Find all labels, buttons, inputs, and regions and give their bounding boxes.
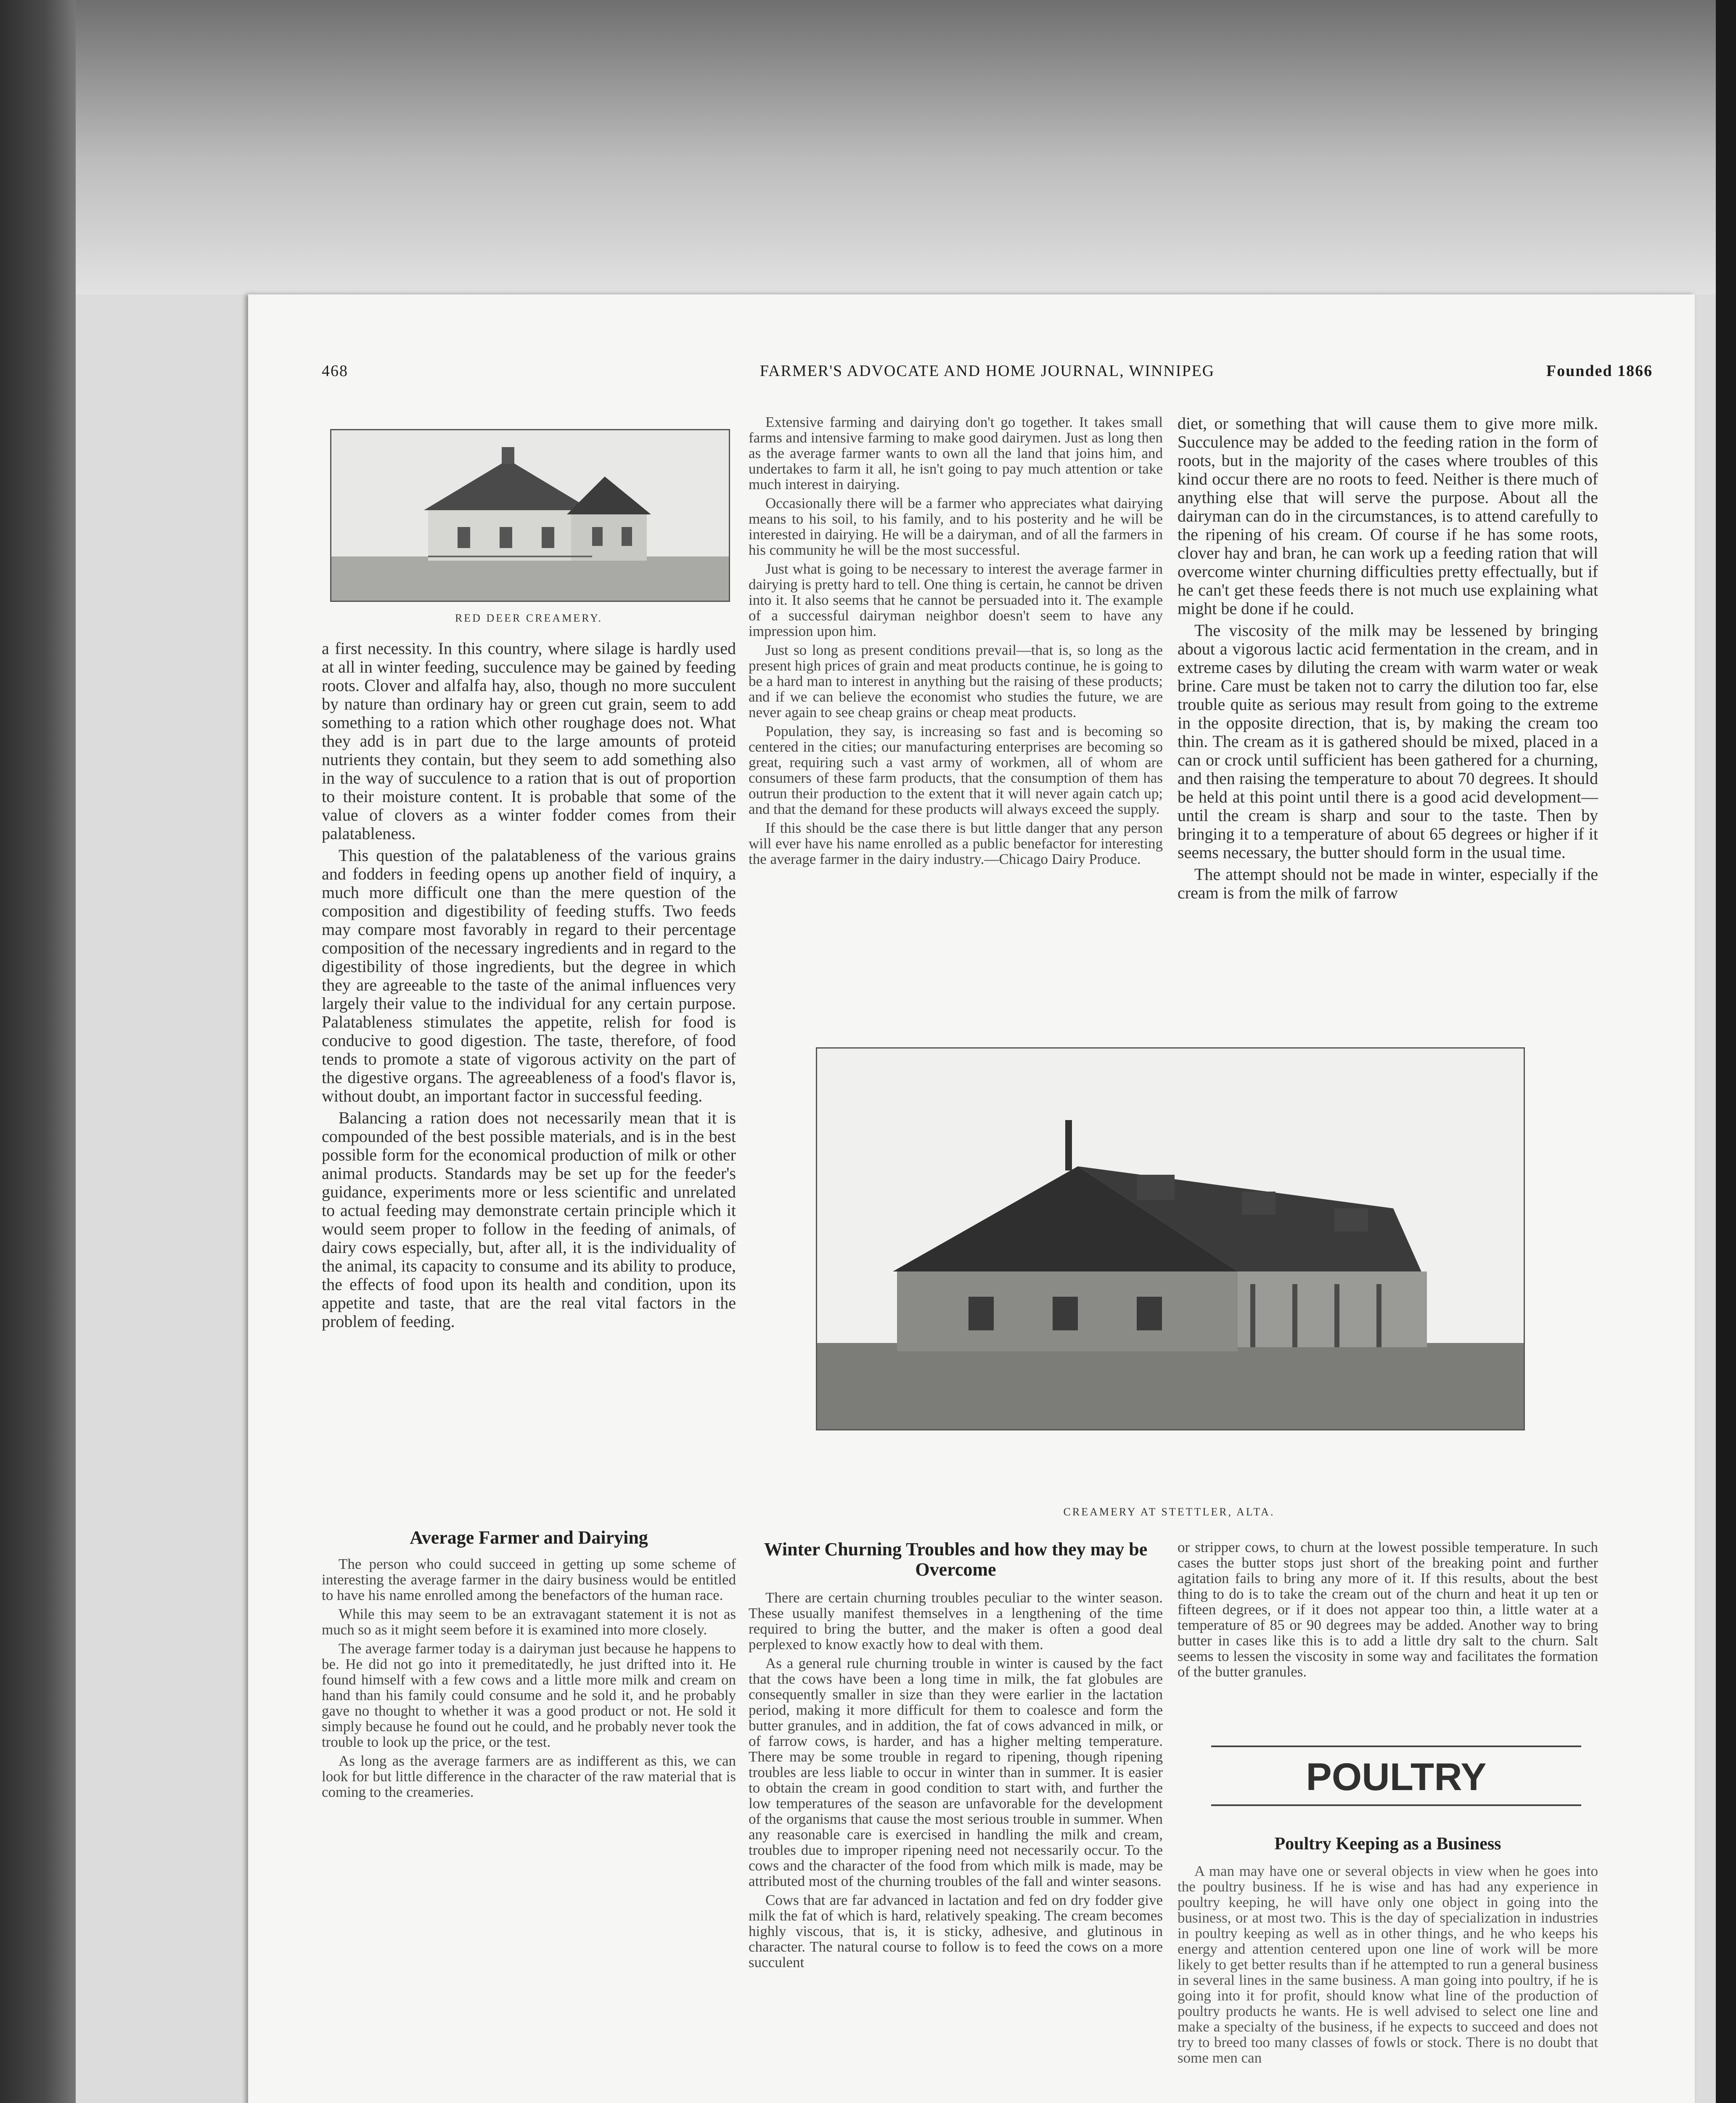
paragraph: A man may have one or several objects in view when he goes into the poultry business. If he is wise and has had any experience in poultry keeping, he will have only one object in going into the business, or at most two. This is the day of specialization in industries in poultry keeping as well as in other things, and he who keeps his energy and attention centered upon one line of work will be more likely to get better results than if he attempted to run a general business in several lines in the same business. A man going into poultry, if he is going into it for profit, should know what line of the production of poultry products he wants. He is well advised to select one line and make a specialty of the business, if he expects to succeed and does not try to breed too many classes of fowls or stock. There is no doubt that some men can [1178,1863,1598,2066]
paragraph: Cows that are far advanced in lactation and fed on dry fodder give milk the fat of which is hard, relatively speaking. The cream becomes highly viscous, that is, it is sticky, adhesive, and glutinous in character. The natural course to follow is to feed the cows on a more succulent [749,1892,1163,1971]
poultry-rule-bottom [1211,1804,1581,1806]
page-number: 468 [322,362,348,380]
paragraph: As long as the average farmers are as indifferent as this, we can look for but little difference in the character of the raw material that is coming to the creameries. [322,1753,736,1800]
paragraph: Just what is going to be necessary to interest the average farmer in dairying is pretty hard to tell. One thing is certain, he cannot be driven into it. It also seems that he cannot be persuaded into it. The example of a successful dairyman neighbor doesn't seem to have any impression upon him. [749,561,1163,639]
paragraph: Occasionally there will be a farmer who appreciates what dairying means to his soil, to his family, and to his posterity and he will be interested in dairying. He will be a dairyman, and of all the farmers in his community he will be the most successful. [749,495,1163,558]
winter-churning-body [749,1590,1163,2103]
scan-left-shadow [0,0,76,2103]
column-1-body [322,639,736,1510]
paragraph: The viscosity of the milk may be lessened by bringing about a vigorous lactic acid fermentation in the cream, and in extreme cases by diluting the cream with warm water or weak brine. Care must be taken not to carry the dilution too far, else trouble quite as serious may result from going to the extreme in the opposite direction, that is, by making the cream too thin. The cream as it is gathered should be mixed, placed in a can or crock until sufficient has been gathered for a churning, and then raising the temperature to about 70 degrees. It should be held at this point until there is a good acid development—until the cream is sharp and sour to the taste. Then by bringing it to a temperature of about 65 degrees or higher if it seems necessary, the butter should form in the usual time. [1178,621,1598,862]
stettler-creamery-photo [816,1047,1525,1430]
paragraph: This question of the palatableness of the various grains and fodders in feeding opens up another field of inquiry, a much more difficult one than the mere question of the composition and digestibility of feeding stuffs. Two feeds may compare most favorably in regard to their percentage composition of the necessary ingredients and in regard to the digestibility of those ingredients, but the degree in which they are agreeable to the taste of the animal influences very largely their value to the individual for any certain purpose. Palatableness stimulates the appetite, relish for food is conducive to good digestion. The taste, therefore, of food tends to promote a state of vigorous activity on the part of the digestive organs. The agreeableness of a food's flavor is, without doubt, an important factor in successful feeding. [322,846,736,1105]
paragraph: Just so long as present conditions prevail—that is, so long as the present high prices of grain and meat products continue, he is going to be a hard man to interest in anything but the raising of these products; and if we can believe the economist who studies the future, we are never again to see cheap grains or cheap meat products. [749,642,1163,720]
journal-title: FARMER'S ADVOCATE AND HOME JOURNAL, WINNIPEG [760,362,1215,380]
paragraph: a first necessity. In this country, where silage is hardly used at all in winter feeding, succulence may be gained by feeding roots. Clover and alfalfa hay, also, though no more succulent by nature than ordinary hay or green cut grain, seem to add something to a ration which other roughage does not. What they add is in part due to the large amounts of proteid nutrients they contain, but they seem to add something also in the way of succulence to a ration that is out of proportion to their moisture content. It is probable that some of the value of clovers as a winter fodder comes from their palatableness. [322,639,736,843]
paragraph: While this may seem to be an extravagant statement it is not as much so as it might seem before it is examined into more closely. [322,1606,736,1638]
red-deer-creamery-photo [330,429,730,602]
scan-top-shadow [67,0,1736,294]
paragraph: If this should be the case there is but little danger that any person will ever have his name enrolled as a public benefactor for interesting the average farmer in the dairy industry.—Chicago Dairy Produce. [749,820,1163,867]
column-3-continuation [1178,1539,1598,1708]
stettler-caption: CREAMERY AT STETTLER, ALTA. [1063,1506,1275,1518]
scan-right-edge [1716,0,1736,2103]
paragraph: There are certain churning troubles peculiar to the winter season. These usually manifest themselves in a lengthening of the time required to bring the butter, and the maker is often a good deal perplexed to know exactly how to deal with them. [749,1589,1163,1653]
poultry-section-title: POULTRY [1306,1756,1487,1798]
paragraph: The average farmer today is a dairyman just because he happens to be. He did not go into it premeditatedly, he just drifted into it. He found himself with a few cows and a little more milk and cream on hand than his family could consume and he sold it, and he probably gave no thought to whether it was a good product or not. He sold it simply because he found out he could, and he probably never took the trouble to look up the price, or the test. [322,1640,736,1750]
paragraph: The person who could succeed in getting up some scheme of interesting the average farmer in the dairy business would be entitled to have his name enrolled among the benefactors of the human race. [322,1556,736,1603]
winter-churning-heading: Winter Churning Troubles and how they may be Overcome [764,1539,1148,1580]
paragraph: Balancing a ration does not necessarily mean that it is compounded of the best possible materials, and is in the best possible form for the economical production of milk or other animal products. Standards may be set up for the feeder's guidance, experiments more or less scientific and unrelated to actual feeding may demonstrate certain principle which it would seem proper to follow in the feeding of animals, of dairy cows especially, but, after all, it is the individuality of the animal, its capacity to consume and its ability to produce, the effects of food upon its health and condition, upon its appetite and taste, that are the real vital factors in the problem of feeding. [322,1108,736,1331]
newspaper-page [248,294,1695,2103]
paragraph: Population, they say, is increasing so fast and is becoming so centered in the cities; our manufacturing enterprises are becoming so great, requiring such a vast army of workmen, all of whom are consumers of these farm products, that the consumption of them has outrun their production to the extent that it will never again catch up; and that the demand for these products will always exceed the supply. [749,723,1163,817]
red-deer-caption: RED DEER CREAMERY. [455,612,603,624]
poultry-body [1178,1863,1598,2103]
founded-year: Founded 1866 [1546,362,1653,380]
paragraph: As a general rule churning trouble in winter is caused by the fact that the cows have been a long time in milk, the fat globules are consequently smaller in size than they were earlier in the lactation period, making it more difficult for them to coalesce and form the butter granules, and in addition, the fat of cows advanced in milk, or of farrow cows, is harder, and has a higher melting temperature. There may be some trouble in regard to ripening, though ripening troubles are less liable to occur in winter than in summer. It is easier to obtain the cream in good condition to start with, and further the low temperatures of the season are unfavorable for the development of the organisms that cause the most serious trouble in summer. When any reasonable care is exercised in handling the milk and cream, troubles due to improper ripening need not necessarily occur. To the cows and the character of the food from which milk is made, may be attributed most of the churning troubles of the fall and winter seasons. [749,1655,1163,1889]
paragraph: The attempt should not be made in winter, especially if the cream is from the milk of farrow [1178,865,1598,902]
average-farmer-heading: Average Farmer and Dairying [410,1527,648,1548]
average-farmer-body [322,1556,736,1859]
paragraph: Extensive farming and dairying don't go together. It takes small farms and intensive farming to make good dairymen. Just as long then as the average farmer wants to own all the land that joins him, and undertakes to farm it all, he isn't going to pay much attention or take much interest in dairying. [749,414,1163,493]
paragraph: diet, or something that will cause them to give more milk. Succulence may be added to the feeding ration in the form of roots, but in the majority of the cases where troubles of this kind occur there are no roots to feed. Neither is there much of anything else that will serve the purpose. About all the dairyman can do in the circumstances, is to attend carefully to the ripening of his cream. Of course if he has some roots, clover hay and bran, he can work up a feeding ration that will overcome winter churning difficulties pretty effectually, but if he can't get these feeds there is not much use explaining what might be done if he could. [1178,414,1598,618]
poultry-subheading: Poultry Keeping as a Business [1274,1834,1501,1854]
column-3-body [1178,414,1598,902]
poultry-rule-top [1211,1745,1581,1747]
paragraph: or stripper cows, to churn at the lowest possible temperature. In such cases the butter stops just short of the breaking point and further agitation fails to bring any more of it. If this results, about the best thing to do is to take the cream out of the churn and heat it up ten or fifteen degrees, or if it does not appear too thin, a little water at a temperature of 85 or 90 degrees may be added. Another way to bring butter in cases like this is to add a little dry salt to the churn. Salt seems to lessen the viscosity in some way and facilitates the formation of the butter granules. [1178,1539,1598,1680]
column-2-body [749,414,1163,894]
page-header [322,362,1653,387]
